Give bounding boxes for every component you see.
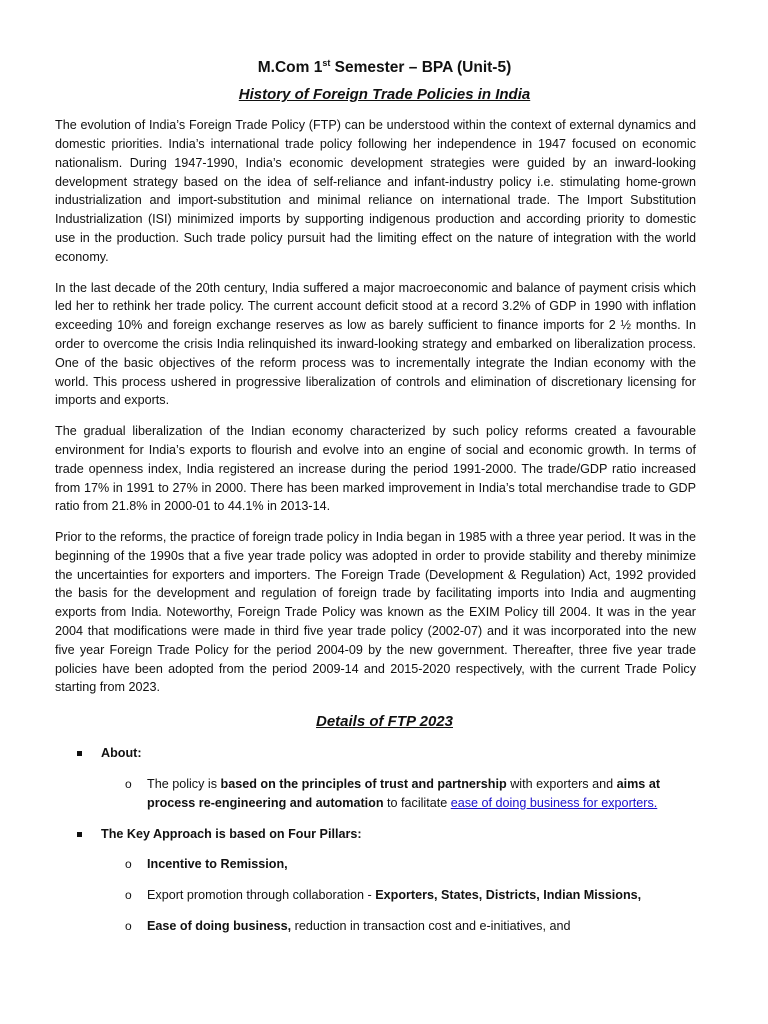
square-bullet-icon	[77, 751, 82, 756]
bold-span: based on the principles of trust and partnership	[220, 777, 507, 792]
circle-bullet-icon: o	[125, 777, 132, 792]
pillars-sublist	[101, 855, 696, 935]
circle-bullet-icon: o	[125, 857, 132, 872]
bold-span: Incentive to Remission,	[147, 857, 288, 872]
text-span: The policy is	[147, 777, 221, 792]
ease-of-business-link[interactable]: ease of doing business for exporters.	[450, 795, 658, 810]
paragraph-1: The evolution of India’s Foreign Trade Policy (FTP) can be understood within the context of external dynamics and domestic priorities. India’s international trade policy following her independence in 1947 focused on economic nationalism. During 1947-1990, India’s economic development strategies were guided by an inward-looking development strategy based on the idea of self-reliance and infant-industry policy i.e. stimulating home-grown industrialization and import-substitution and minimal reliance on international trade. The Import Substitution Industrialization (ISI) minimized imports by supporting indigenous production and according priority to domestic use in the production. Such trade policy pursuit had the limiting effect on the nature of integration with the world economy.	[55, 118, 696, 264]
circle-bullet-icon: o	[125, 888, 132, 903]
paragraph-3: The gradual liberalization of the Indian economy characterized by such policy reforms created a favourable environment for India’s exports to flourish and evolve into an engine of social and economic growth. In terms of trade openness index, India registered an increase during the period 1991-2000. The trade/GDP ratio increased from 17% in 1991 to 27% in 2000. There has been marked improvement in India’s total merchandise trade to GDP ratio from 21.8% in 2000-01 to 44.1% in 2013-14.	[55, 424, 696, 514]
paragraph-4: Prior to the reforms, the practice of foreign trade policy in India began in 1985 with a three year period. It was in the beginning of the 1990s that a five year trade policy was adopted in order to provide stability and thereby minimize the uncertainties for exporters and importers. The Foreign Trade (Development & Regulation) Act, 1992 provided the basis for the development and regulation of foreign trade by facilitating imports into India and augmenting exports from India. Noteworthy, Foreign Trade Policy was known as the EXIM Policy till 2004. It was in the year 2004 that modifications were made in third five year trade policy (2002-07) and it was incorporated into the new five year Foreign Trade Policy for the period 2004-09 by the new government. Thereafter, three five year trade policies have been adopted from the period 2009-14 and 2015-2020 respectively, with the current Trade Policy starting from 2023.	[55, 530, 696, 695]
document-title	[55, 58, 696, 77]
pillars-label: The Key Approach is based on Four Pillars:	[101, 826, 362, 841]
pillar-item-2	[101, 886, 696, 905]
about-label: About:	[101, 746, 142, 761]
course-rest: Semester – BPA (Unit-5)	[330, 59, 512, 77]
circle-bullet-icon: o	[125, 919, 132, 934]
paragraph-2: In the last decade of the 20th century, India suffered a major macroeconomic and balance of payment crisis which led her to rethink her trade policy. The current account deficit stood at a record 3.2% of GDP in 1990 with inflation exceeding 10% and foreign exchange reserves as low as barely sufficient to finance imports for 2 ½ months. In order to overcome the crisis India relinquished its inward-looking strategy and embarked on liberalization process. One of the basic objectives of the reform process was to incrementally integrate the Indian economy with the world. This process ushered in progressive liberalization of controls and elimination of discretionary licensing for imports and exports.	[55, 280, 696, 408]
bold-span: aims at process re-engineering and automation	[147, 777, 661, 810]
list-item-pillars	[55, 825, 696, 936]
pillar-item-1	[101, 855, 696, 874]
text-span: with exporters and	[506, 777, 617, 792]
text-span: Export promotion through collaboration -	[147, 888, 376, 903]
section-heading-history: History of Foreign Trade Policies in India	[238, 86, 531, 104]
square-bullet-icon	[77, 832, 82, 837]
about-sublist	[101, 775, 696, 813]
about-item	[101, 775, 696, 813]
section-heading-ftp-2023: Details of FTP 2023	[316, 713, 453, 731]
list-item-about	[55, 744, 696, 812]
details-list	[55, 744, 696, 936]
bold-span: Exporters, States, Districts, Indian Missions,	[375, 888, 642, 903]
text-span: to facilitate	[383, 795, 451, 810]
course-label: M.Com 1	[257, 59, 323, 77]
text-span: reduction in transaction cost and e-initiatives, and	[291, 919, 571, 934]
course-superscript: st	[322, 58, 331, 68]
pillar-item-3	[101, 917, 696, 936]
bold-span: Ease of doing business,	[147, 919, 292, 934]
